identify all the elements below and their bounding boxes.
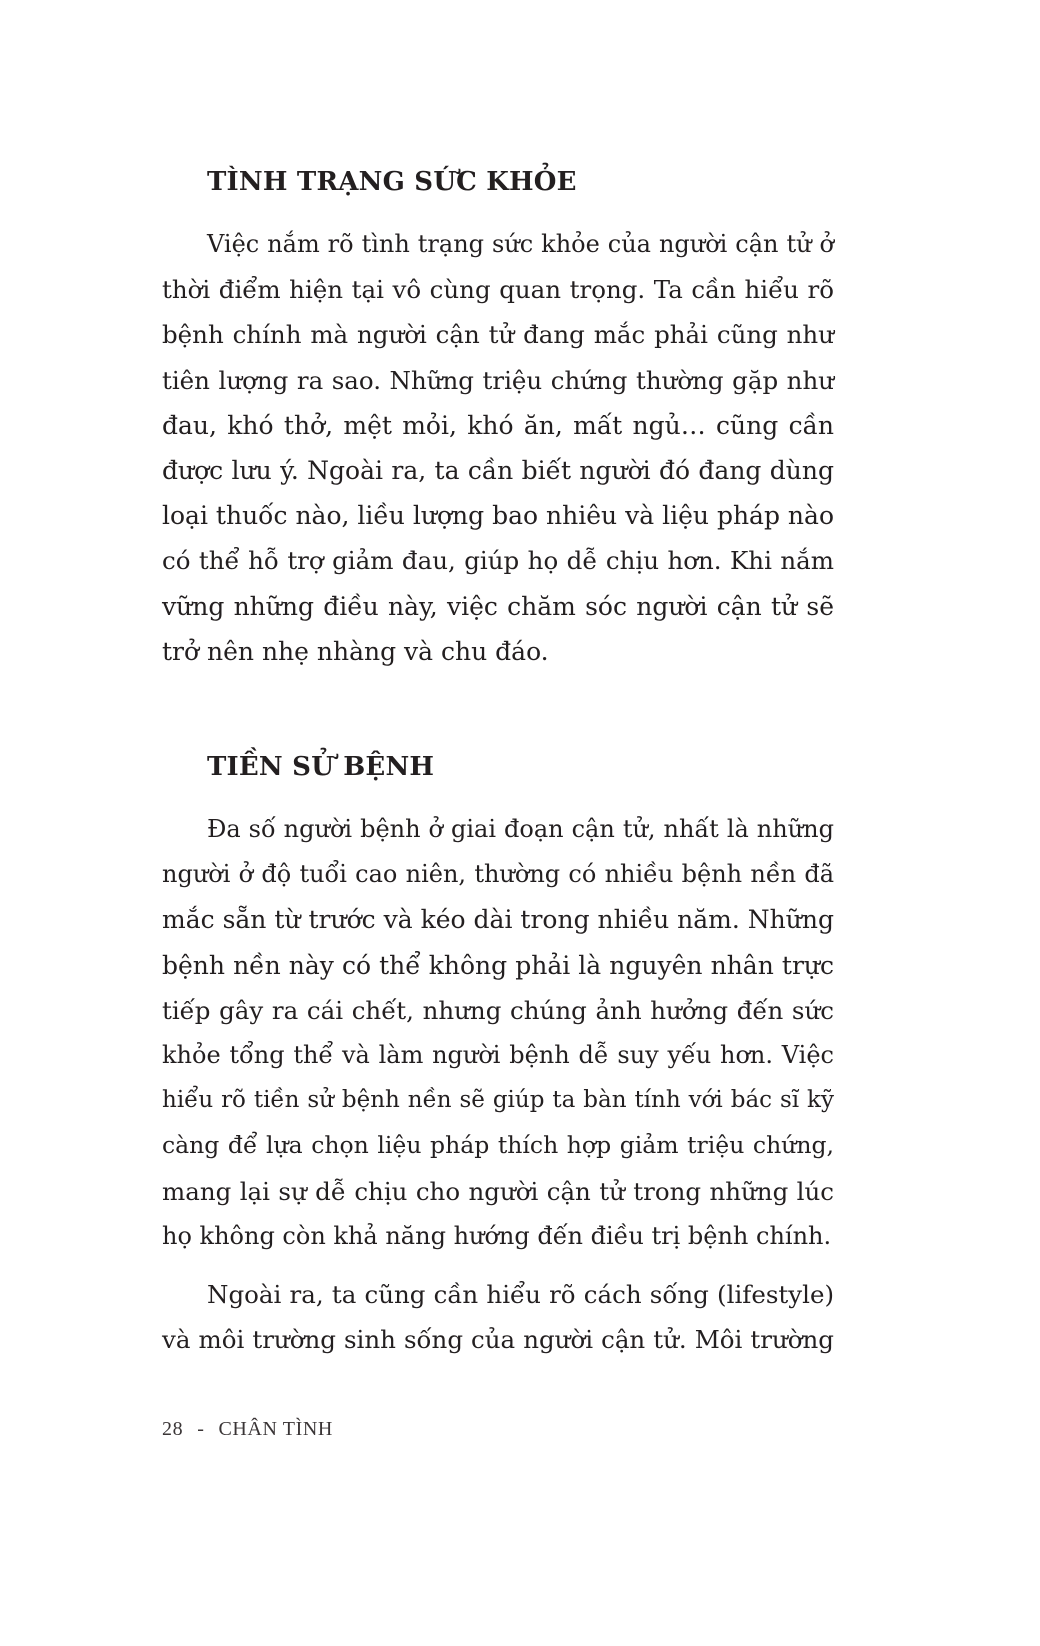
- text-line: được lưu ý. Ngoài ra, ta cần biết người đó đang dùng: [162, 455, 834, 485]
- text-line: loại thuốc nào, liều lượng bao nhiêu và liệu pháp nào: [162, 501, 834, 531]
- text-line: khỏe tổng thể và làm người bệnh dễ suy yếu hơn. Việc: [162, 1040, 834, 1069]
- text-line: Việc nắm rõ tình trạng sức khỏe của người cận tử ở: [207, 230, 834, 258]
- text-line: tiếp gây ra cái chết, nhưng chúng ảnh hưởng đến sức: [162, 995, 834, 1025]
- text-line: mang lại sự dễ chịu cho người cận tử trong những lúc: [162, 1176, 834, 1206]
- text-line: vững những điều này, việc chăm sóc người cận tử sẽ: [162, 591, 834, 621]
- text-line: người ở độ tuổi cao niên, thường có nhiều bệnh nền đã: [162, 860, 834, 889]
- text-line: đau, khó thở, mệt mỏi, khó ăn, mất ngủ… cũng cần: [162, 410, 834, 440]
- section-heading-medical-history: TIỀN SỬ BỆNH: [207, 752, 435, 782]
- text-line: mắc sẵn từ trước và kéo dài trong nhiều năm. Những: [162, 905, 834, 935]
- text-line: có thể hỗ trợ giảm đau, giúp họ dễ chịu hơn. Khi nắm: [162, 546, 834, 576]
- section-heading-health-status: TÌNH TRẠNG SỨC KHỎE: [207, 167, 577, 197]
- text-line: hiểu rõ tiền sử bệnh nền sẽ giúp ta bàn tính với bác sĩ kỹ: [162, 1087, 834, 1114]
- book-title: CHÂN TÌNH: [218, 1418, 333, 1440]
- paragraph-health-status: [162, 222, 834, 674]
- text-line: và môi trường sinh sống của người cận tử. Môi trường: [162, 1325, 834, 1355]
- page-number: 28: [162, 1418, 184, 1440]
- text-line: tiên lượng ra sao. Những triệu chứng thường gặp như: [162, 365, 834, 395]
- text-line: càng để lựa chọn liệu pháp thích hợp giảm triệu chứng,: [162, 1131, 834, 1160]
- text-line: bệnh nền này có thể không phải là nguyên nhân trực: [162, 950, 834, 980]
- text-line: trở nên nhẹ nhàng và chu đáo.: [162, 636, 549, 666]
- footer-separator: -: [197, 1418, 205, 1440]
- paragraph-medical-history: [162, 807, 834, 1259]
- page-footer: [162, 1414, 333, 1444]
- text-line: họ không còn khả năng hướng đến điều trị bệnh chính.: [162, 1221, 832, 1250]
- text-line: Ngoài ra, ta cũng cần hiểu rõ cách sống (lifestyle): [207, 1280, 834, 1309]
- text-line: thời điểm hiện tại vô cùng quan trọng. Ta cần hiểu rõ: [162, 275, 834, 305]
- text-line: Đa số người bệnh ở giai đoạn cận tử, nhất là những: [207, 815, 834, 843]
- text-line: bệnh chính mà người cận tử đang mắc phải cũng như: [162, 320, 834, 350]
- paragraph-lifestyle: [162, 1272, 834, 1362]
